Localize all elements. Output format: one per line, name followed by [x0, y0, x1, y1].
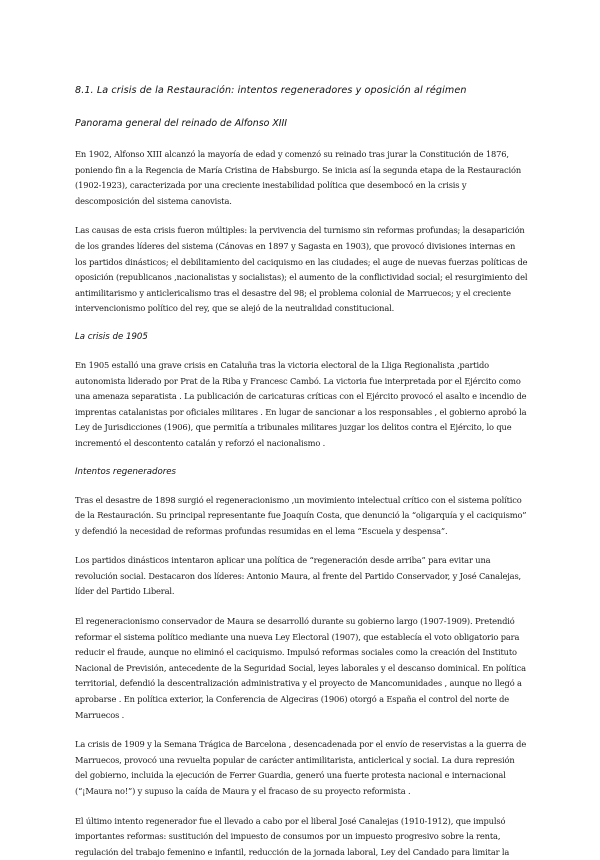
paragraph-partidos-dinasticos: Los partidos dinásticos intentaron aplicar una política de “regeneración desde arriba” para evitar una revolución social. Destacaron dos líderes: Antonio Maura, al frente del Partido Conservador, y José Canalejas, líder del Partido Liberal.	[75, 555, 522, 597]
paragraph-intro-1: En 1902, Alfonso XIII alcanzó la mayoría de edad y comenzó su reinado tras jurar la Constitución de 1876, poniendo fin a la Regencia de María Cristina de Habsburgo. Se inicia así la segunda etapa de la Restauración (1902-1923), caracterizada por una creciente inestabilidad política que desembocó en la crisis y descomposición del sistema canovista.	[75, 149, 522, 206]
subheading-intentos-regeneradores: Intentos regeneradores	[75, 466, 177, 477]
paragraph-canalejas: El último intento regenerador fue el llevado a cabo por el liberal José Canalejas (1910-1912), que impulsó importantes reformas: sustitución del impuesto de consumos por un impuesto progresivo sobre la renta, regulación del trabajo femenino e infantil, reducción de la jornada laboral, Ley del Candado para limitar la	[75, 815, 510, 857]
paragraph-intro-2: Las causas de esta crisis fueron múltiples: la pervivencia del turnismo sin reformas profundas; la desaparición de los grandes líderes del sistema (Cánovas en 1897 y Sagasta en 1903), que provocó divisiones internas en los partidos dinásticos; el debilitamiento del caciquismo en las ciudades; el auge de nuevas fuerzas políticas de oposición (republicanos ,nacionalistas y socialistas); el aumento de la conflictividad social; el resurgimiento del antimilitarismo y anticlericalismo tras el desastre del 98; el problema colonial de Marruecos; y el creciente intervencionismo político del rey, que se alejó de la neutralidad constitucional.	[75, 225, 528, 314]
paragraph-semana-tragica: La crisis de 1909 y la Semana Trágica de Barcelona , desencadenada por el envío de reservistas a la guerra de Marruecos, provocó una revuelta popular de carácter antimilitarista, anticlerical y social. La dura represión del gobierno, incluida la ejecución de Ferrer Guardia, generó una fuerte protesta nacional e internacional (“¡Maura no!”) y supuso la caída de Maura y el fracaso de su proyecto reformista .	[75, 739, 527, 796]
section-heading: Panorama general del reinado de Alfonso XIII	[75, 118, 288, 129]
subheading-crisis-1905: La crisis de 1905	[75, 331, 148, 342]
paragraph-maura: El regeneracionismo conservador de Maura se desarrolló durante su gobierno largo (1907-1909). Pretendió reformar el sistema político mediante una nueva Ley Electoral (1907), que establecía el voto obligatorio para reducir el fraude, aunque no eliminó el caciquismo. Impulsó reformas sociales como la creación del Instituto Nacional de Previsión, antecedente de la Seguridad Social, leyes laborales y el descanso dominical. En política territorial, defendió la descentralización administrativa y el proyecto de Mancomunidades , aunque no llegó a aprobarse . En política exterior, la Conferencia de Algeciras (1906) otorgó a España el control del norte de Marruecos .	[75, 616, 526, 720]
document-body	[75, 84, 528, 860]
paragraph-crisis-1905: En 1905 estalló una grave crisis en Cataluña tras la victoria electoral de la Lliga Regionalista ,partido autonomista liderado por Prat de la Riba y Francesc Cambó. La victoria fue interpretada por el Ejército como una amenaza separatista . La publicación de caricaturas críticas con el Ejército provocó el asalto e incendio de imprentas catalanistas por oficiales militares . En lugar de sancionar a los responsables , el gobierno aprobó la Ley de Jurisdicciones (1906), que permitía a tribunales militares juzgar los delitos contra el Ejército, lo que incrementó el descontento catalán y reforzó el nacionalismo .	[75, 359, 527, 448]
paragraph-regeneracionismo: Tras el desastre de 1898 surgió el regeneracionismo ,un movimiento intelectual crítico con el sistema político de la Restauración. Su principal representante fue Joaquín Costa, que denunció la “oligarquía y el caciquismo” y defendió la necesidad de reformas profundas resumidas en el lema “Escuela y despensa”.	[75, 494, 527, 536]
document-title: 8.1. La crisis de la Restauración: intentos regeneradores y oposición al régimen	[75, 85, 467, 96]
